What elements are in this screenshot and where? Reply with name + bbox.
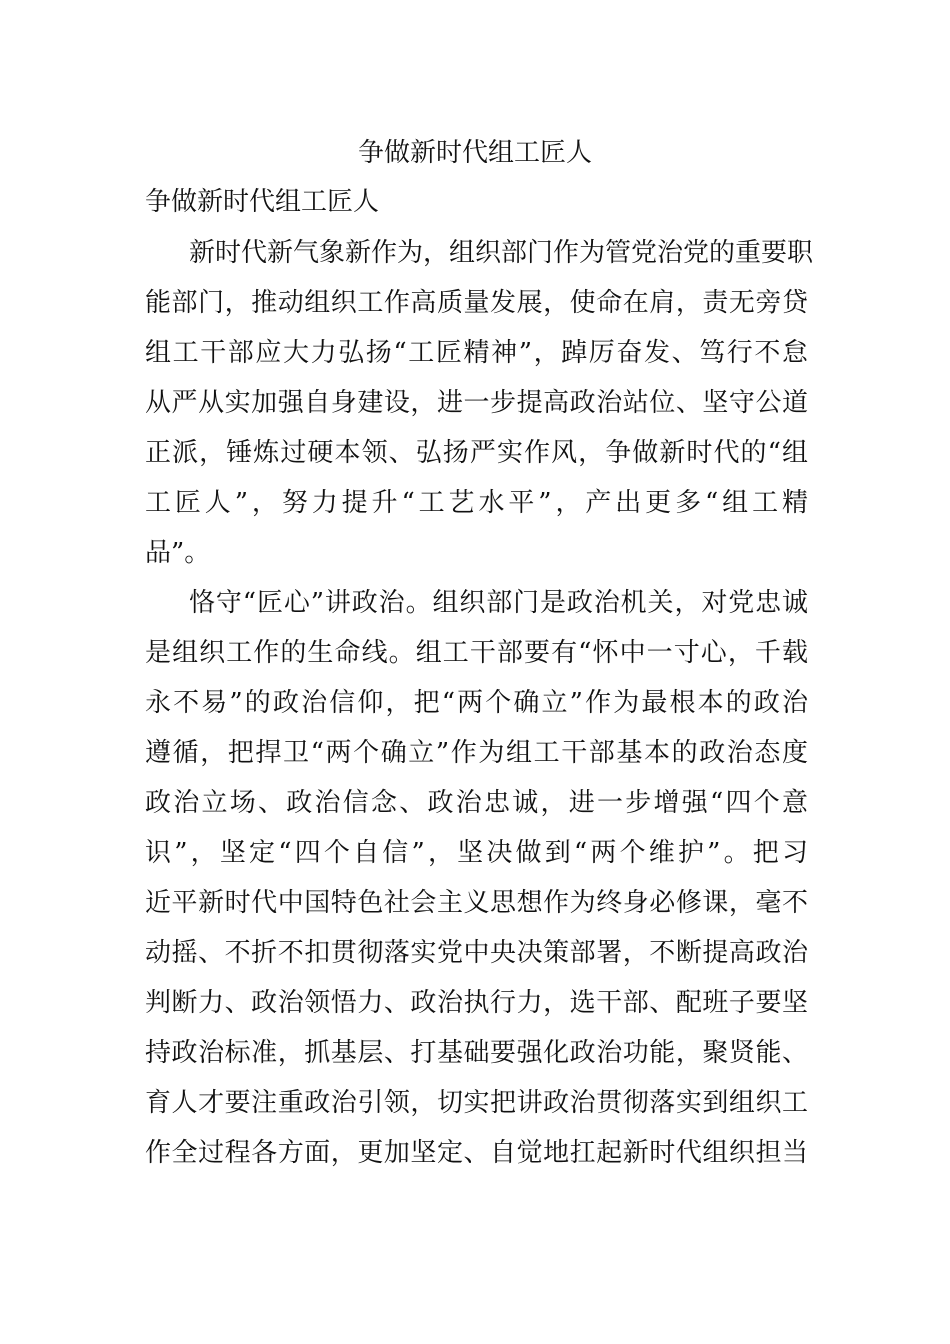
paragraph-line: 正派，锤炼过硬本领、弘扬严实作风，争做新时代的“组	[145, 438, 808, 468]
paragraph-line: 能部门，推动组织工作高质量发展，使命在肩，责无旁贷	[145, 288, 808, 318]
paragraph-line: 从严从实加强自身建设，进一步提高政治站位、坚守公道	[145, 388, 808, 418]
paragraph-line: 作全过程各方面，更加坚定、自觉地扛起新时代组织担当	[145, 1138, 808, 1168]
paragraph-line: 动摇、不折不扣贯彻落实党中央决策部署，不断提高政治	[145, 938, 808, 968]
paragraph-line: 工匠人”，努力提升“工艺水平”，产出更多“组工精	[145, 488, 808, 518]
paragraph-line: 组工干部应大力弘扬“工匠精神”，踔厉奋发、笃行不怠	[145, 338, 808, 368]
paragraph-line: 是组织工作的生命线。组工干部要有“怀中一寸心，千载	[145, 638, 808, 668]
paragraph-line: 判断力、政治领悟力、政治执行力，选干部、配班子要坚	[145, 988, 808, 1018]
paragraph-line: 育人才要注重政治引领，切实把讲政治贯彻落实到组织工	[145, 1088, 808, 1118]
paragraph-1	[145, 228, 814, 578]
paragraph-line: 永不易”的政治信仰，把“两个确立”作为最根本的政治	[145, 688, 808, 718]
paragraph-line: 近平新时代中国特色社会主义思想作为终身必修课，毫不	[145, 888, 808, 918]
paragraph-line: 品”。	[145, 538, 211, 568]
document-title: 争做新时代组工匠人	[357, 138, 592, 168]
paragraph-line: 持政治标准，抓基层、打基础要强化政治功能，聚贤能、	[145, 1038, 808, 1068]
paragraph-line: 政治立场、政治信念、政治忠诚，进一步增强“四个意	[145, 788, 808, 818]
paragraph-2	[145, 578, 808, 1178]
paragraph-line: 遵循，把捍卫“两个确立”作为组工干部基本的政治态度	[145, 738, 808, 768]
paragraph-line: 识”，坚定“四个自信”，坚决做到“两个维护”。把习	[145, 838, 808, 868]
paragraph-line: 新时代新气象新作为，组织部门作为管党治党的重要职	[189, 238, 814, 268]
paragraph-line: 恪守“匠心”讲政治。组织部门是政治机关，对党忠诚	[189, 588, 808, 618]
document-subtitle: 争做新时代组工匠人	[145, 187, 380, 217]
